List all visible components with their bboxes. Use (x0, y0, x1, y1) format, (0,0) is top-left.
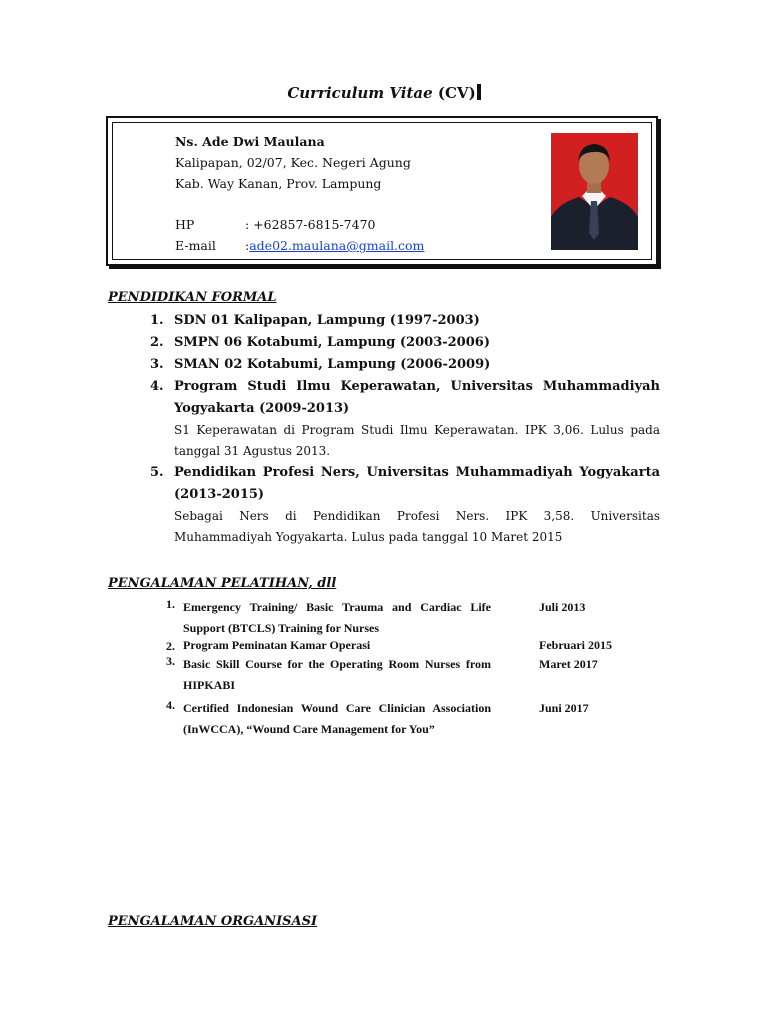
profile-photo-illustration (551, 133, 638, 250)
education-description: Sebagai Ners di Pendidikan Profesi Ners. IPK 3,58. Universitas Muhammadiyah Yogyakarta. Lulus pada tanggal 10 Maret 2015 (174, 509, 660, 544)
phone-label: HP (175, 217, 195, 232)
training-date: Februari 2015 (539, 638, 612, 652)
text-cursor (477, 84, 481, 100)
contact-info (175, 131, 424, 256)
phone-row (175, 214, 424, 235)
profile-photo (551, 133, 638, 250)
list-item: 1. Emergency Training/ Basic Trauma and Cardiac Life Support (BTCLS) Training for Nurses Juli 2013 (150, 597, 660, 639)
phone-value: : +62857-6815-7470 (245, 217, 376, 232)
education-description: S1 Keperawatan di Program Studi Ilmu Keperawatan. IPK 3,06. Lulus pada tanggal 31 Agustus 2013. (174, 423, 660, 458)
list-item: 5. Pendidikan Profesi Ners, Universitas Muhammadiyah Yogyakarta (2013-2015) Sebagai Ners di Pendidikan Profesi Ners. IPK 3,58. Universitas Muhammadiyah Yogyakarta. Lulus pada tanggal 10 Maret 2015 (150, 462, 660, 548)
list-item: 3. Basic Skill Course for the Operating Room Nurses from HIPKABI Maret 2017 (150, 654, 660, 696)
training-list (150, 597, 660, 740)
person-name: Ns. Ade Dwi Maulana (175, 134, 325, 149)
training-date: Maret 2017 (539, 657, 598, 671)
list-item: 4. Program Studi Ilmu Keperawatan, Universitas Muhammadiyah Yogyakarta (2009-2013) S1 Keperawatan di Program Studi Ilmu Keperawatan. IPK 3,06. Lulus pada tanggal 31 Agustus 2013. (150, 376, 660, 462)
email-row: E-mail : ade02.maulana@gmail.com (175, 235, 424, 256)
education-list (150, 310, 660, 548)
section-organization-title: PENGALAMAN ORGANISASI (108, 914, 318, 929)
list-item: 2. Program Peminatan Kamar Operasi Februari 2015 (166, 638, 612, 653)
list-item: 3. SMAN 02 Kotabumi, Lampung (2006-2009) (150, 357, 491, 372)
page-title: Curriculum Vitae (CV) (0, 84, 768, 102)
list-item: 4. Certified Indonesian Wound Care Clinician Association (InWCCA), “Wound Care Management for You” Juni 2017 (150, 698, 660, 740)
address-line-1: Kalipapan, 02/07, Kec. Negeri Agung (175, 155, 411, 170)
list-item: 1. SDN 01 Kalipapan, Lampung (1997-2003) (150, 313, 480, 328)
training-date: Juni 2017 (539, 701, 589, 715)
section-education-title: PENDIDIKAN FORMAL (108, 290, 277, 305)
email-link[interactable]: ade02.maulana@gmail.com (249, 238, 425, 253)
contact-box (106, 116, 658, 266)
address-line-2: Kab. Way Kanan, Prov. Lampung (175, 176, 382, 191)
training-date: Juli 2013 (539, 600, 586, 614)
list-item: 2. SMPN 06 Kotabumi, Lampung (2003-2006) (150, 335, 490, 350)
section-training-title: PENGALAMAN PELATIHAN, dll (108, 576, 337, 591)
email-label: E-mail (175, 238, 216, 253)
